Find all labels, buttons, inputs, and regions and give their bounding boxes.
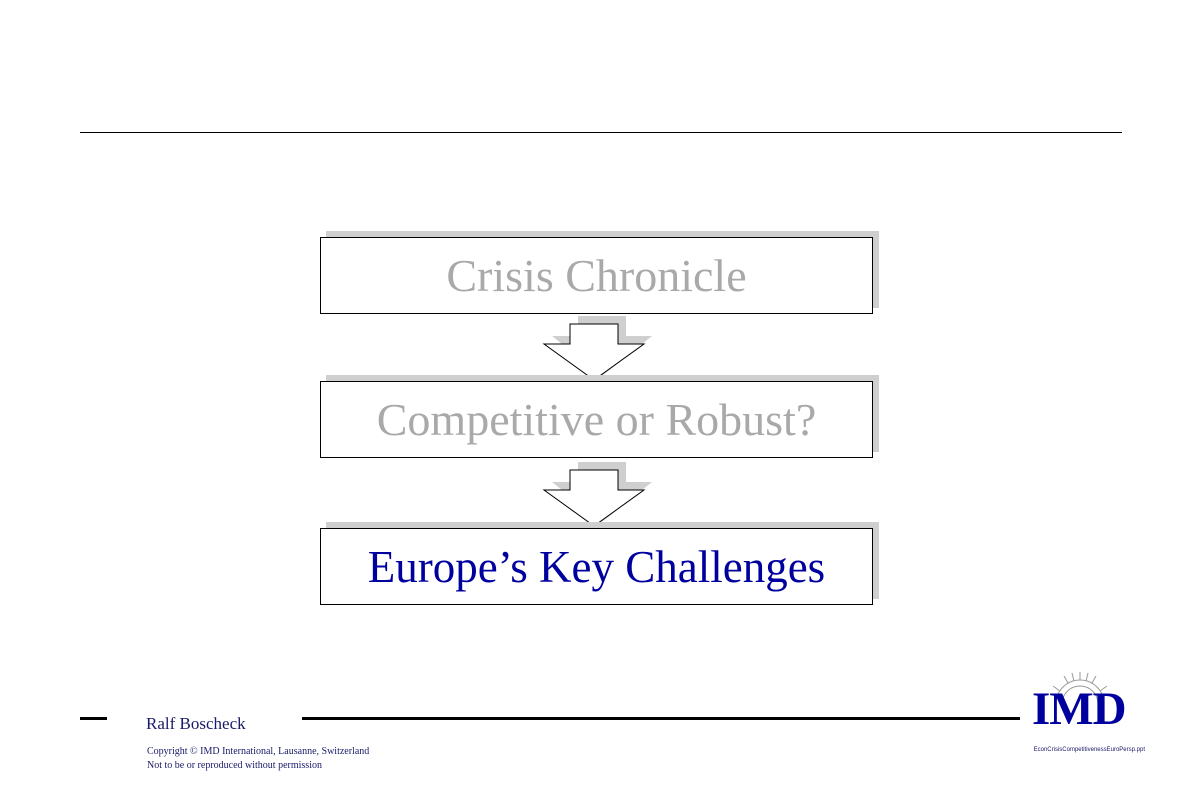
author-name: Ralf Boscheck <box>146 714 246 733</box>
down-arrow-icon <box>540 460 655 530</box>
file-name: EconCrisisCompetitivenessEuroPersp.ppt <box>1033 747 1145 753</box>
logo-text: IMD <box>1032 683 1126 735</box>
flow-box-europes-key-challenges <box>320 528 873 605</box>
footer-rule-long <box>302 717 1020 720</box>
copyright-line: Copyright © IMD International, Lausanne, Switzerland <box>147 746 370 757</box>
imd-logo <box>1028 668 1128 738</box>
box-label: Europe’s Key Challenges <box>320 528 873 605</box>
flow-box-crisis-chronicle <box>320 237 873 314</box>
box-label: Crisis Chronicle <box>320 237 873 314</box>
permission-line: Not to be or reproduced without permission <box>147 760 322 771</box>
header-divider <box>80 132 1122 133</box>
down-arrow-icon <box>540 314 655 384</box>
flow-box-competitive-or-robust <box>320 381 873 458</box>
box-label: Competitive or Robust? <box>320 381 873 458</box>
copyright-notice <box>147 745 369 773</box>
footer-rule-short <box>80 717 107 720</box>
